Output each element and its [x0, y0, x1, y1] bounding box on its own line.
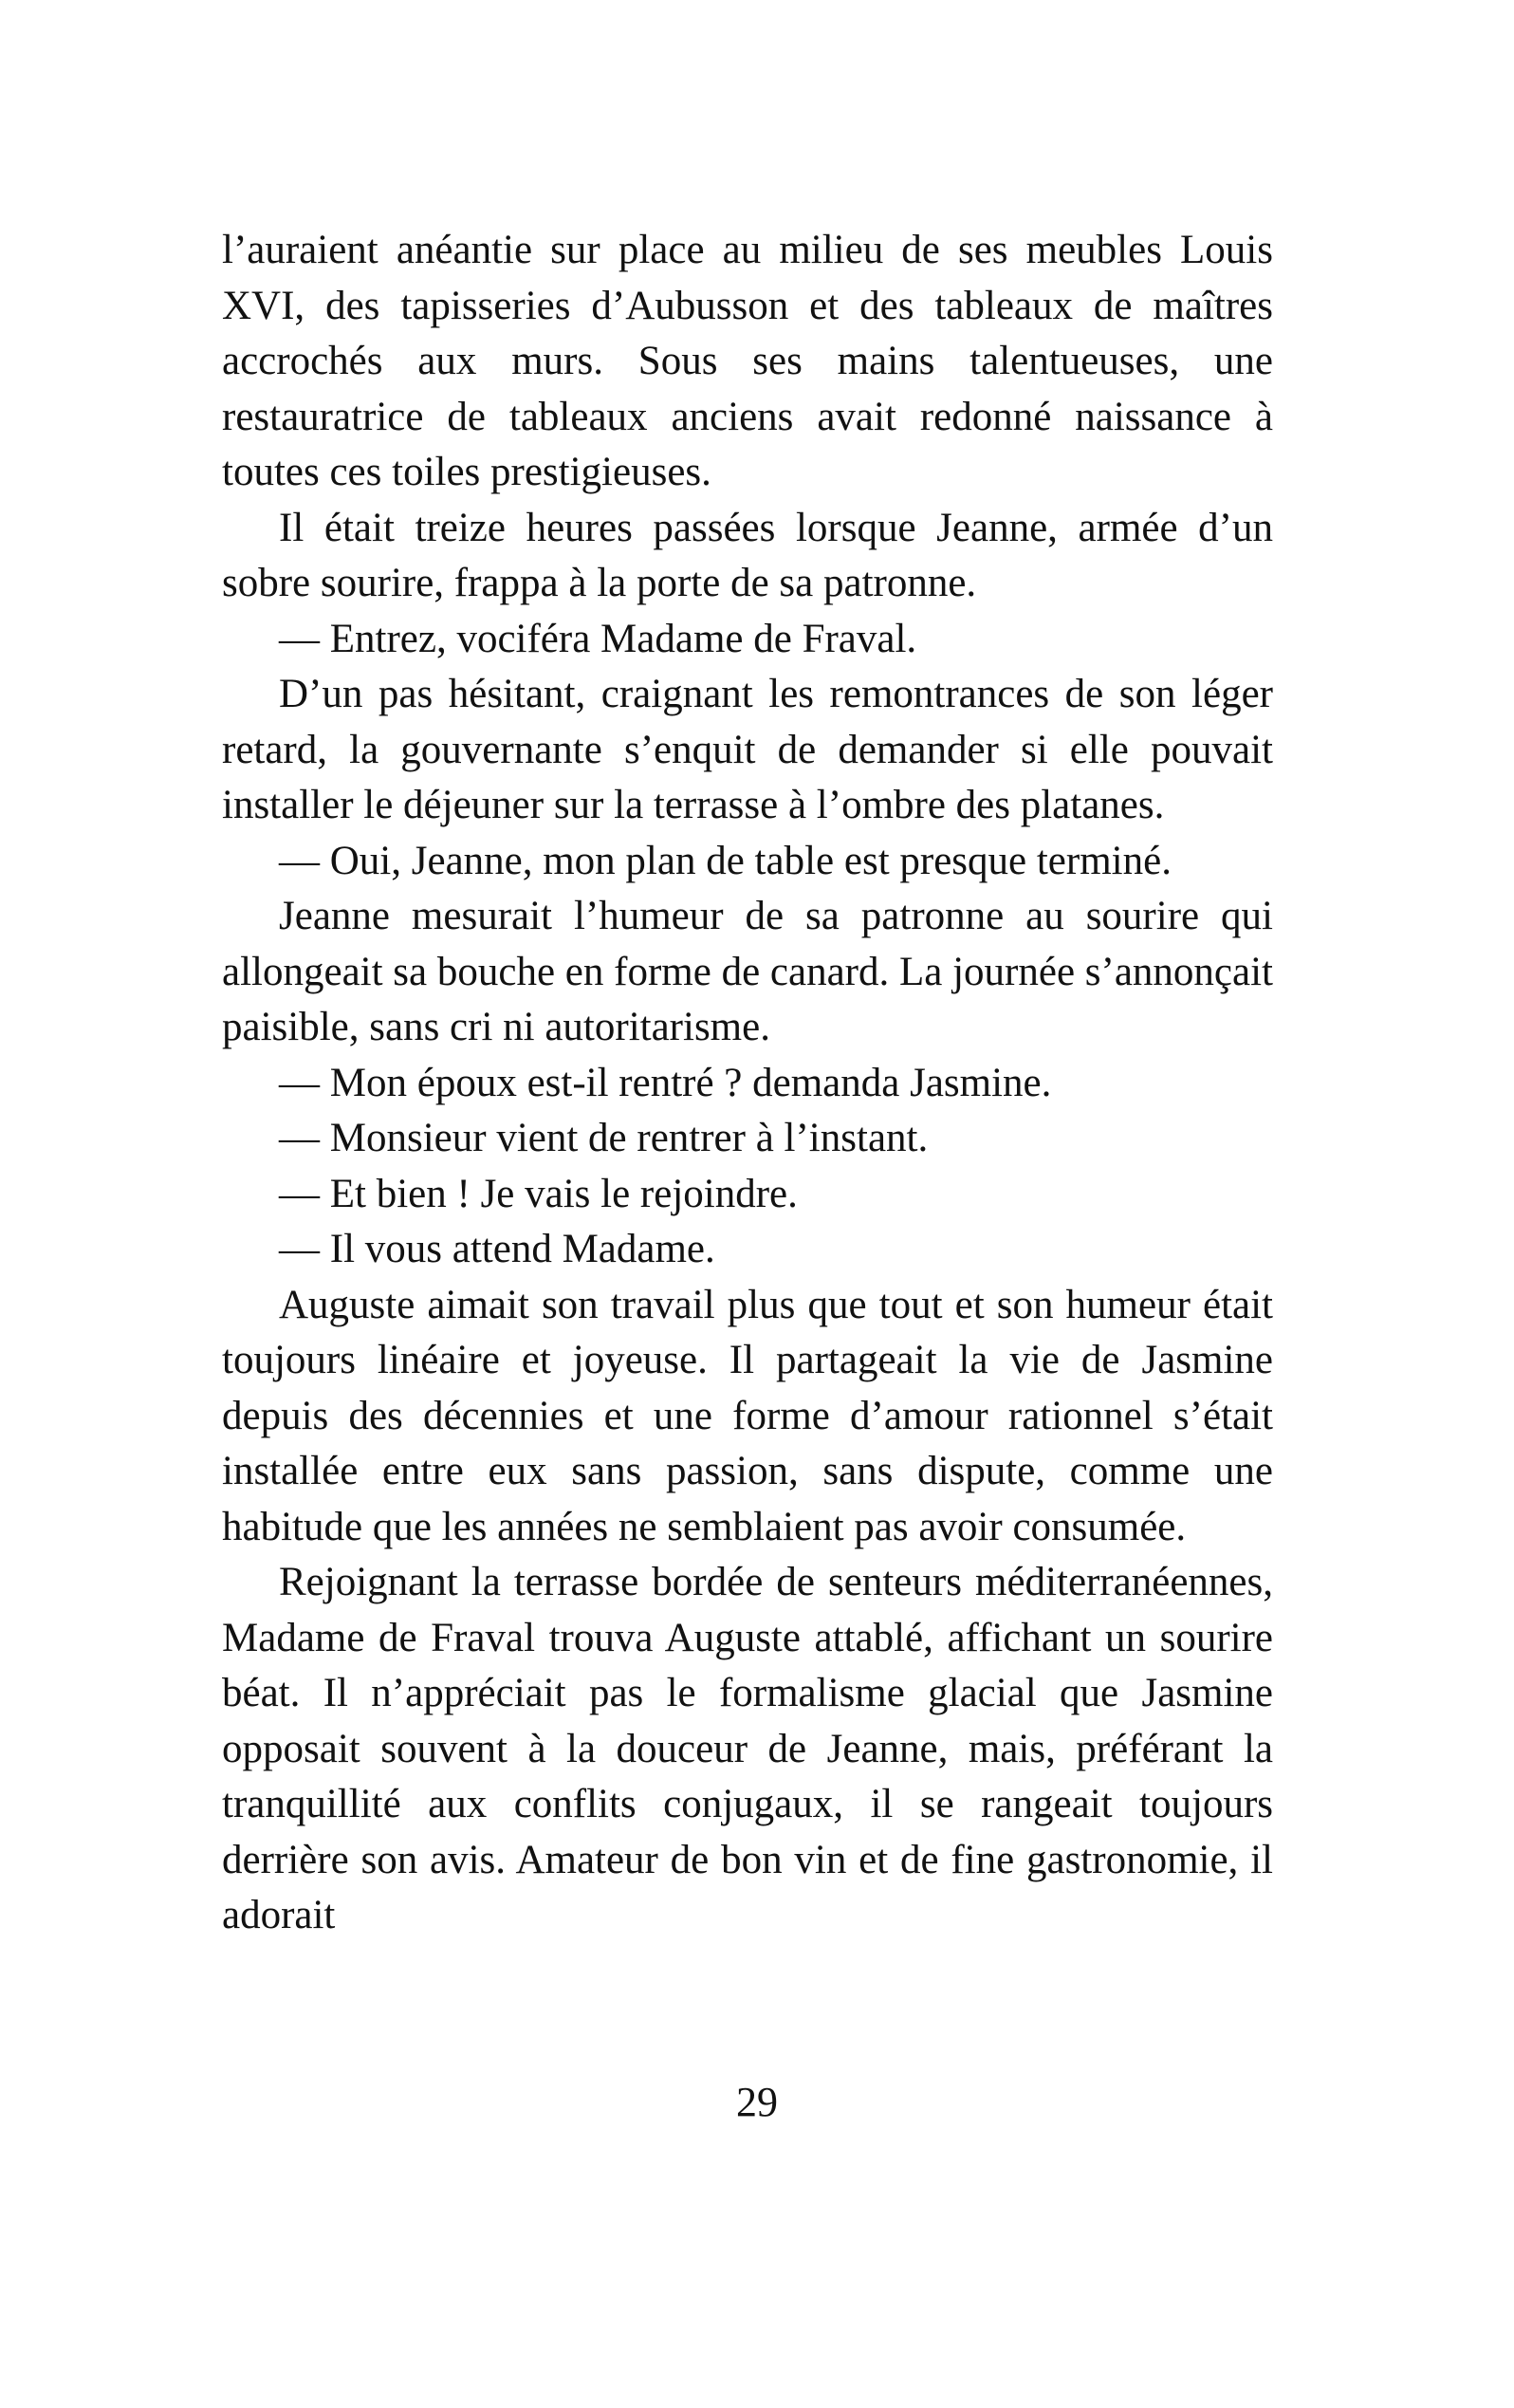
dialogue-line: — Il vous attend Madame. — [279, 1227, 715, 1271]
paragraph: D’un pas hésitant, craignant les remontrances de son léger retard, la gouvernante s’enquit de demander si elle pouvait installer le déjeuner sur la terrasse à l’ombre des platanes. — [222, 672, 1273, 827]
page-body — [222, 223, 1273, 1944]
paragraph: Il était treize heures passées lorsque Jeanne, armée d’un sobre sourire, frappa à la porte de sa patronne. — [222, 505, 1273, 605]
page-number: 29 — [736, 2079, 778, 2125]
dialogue-line: — Oui, Jeanne, mon plan de table est presque terminé. — [279, 838, 1172, 883]
paragraph: Jeanne mesurait l’humeur de sa patronne au sourire qui allongeait sa bouche en forme de canard. La journée s’annonçait paisible, sans cri ni autoritarisme. — [222, 894, 1273, 1049]
paragraph: Auguste aimait son travail plus que tout et son humeur était toujours linéaire et joyeuse. Il partageait la vie de Jasmine depuis des décennies et une forme d’amour rationnel s’était installée entre eux sans passion, sans dispute, comme une habitude que les années ne semblaient pas avoir consumée. — [222, 1282, 1273, 1549]
dialogue-line: — Mon époux est-il rentré ? demanda Jasmine. — [279, 1060, 1052, 1105]
dialogue-line: — Et bien ! Je vais le rejoindre. — [279, 1171, 798, 1216]
dialogue-line: — Entrez, vociféra Madame de Fraval. — [279, 616, 917, 661]
paragraph-continued: l’auraient anéantie sur place au milieu de ses meubles Louis XVI, des tapisseries d’Aubusson et des tableaux de maîtres accrochés aux murs. Sous ses mains talentueuses, une restauratrice de tableaux anciens avait redonné naissance à toutes ces toiles prestigieuses. — [222, 228, 1273, 494]
paragraph: Rejoignant la terrasse bordée de senteurs méditerranéennes, Madame de Fraval trouva Auguste attablé, affichant un sourire béat. Il n’appréciait pas le formalisme glacial que Jasmine opposait souvent à la douceur de Jeanne, mais, préférant la tranquillité aux conflits conjugaux, il se rangeait toujours derrière son avis. Amateur de bon vin et de fine gastronomie, il adorait — [222, 1560, 1273, 1937]
dialogue-line: — Monsieur vient de rentrer à l’instant. — [279, 1116, 929, 1160]
